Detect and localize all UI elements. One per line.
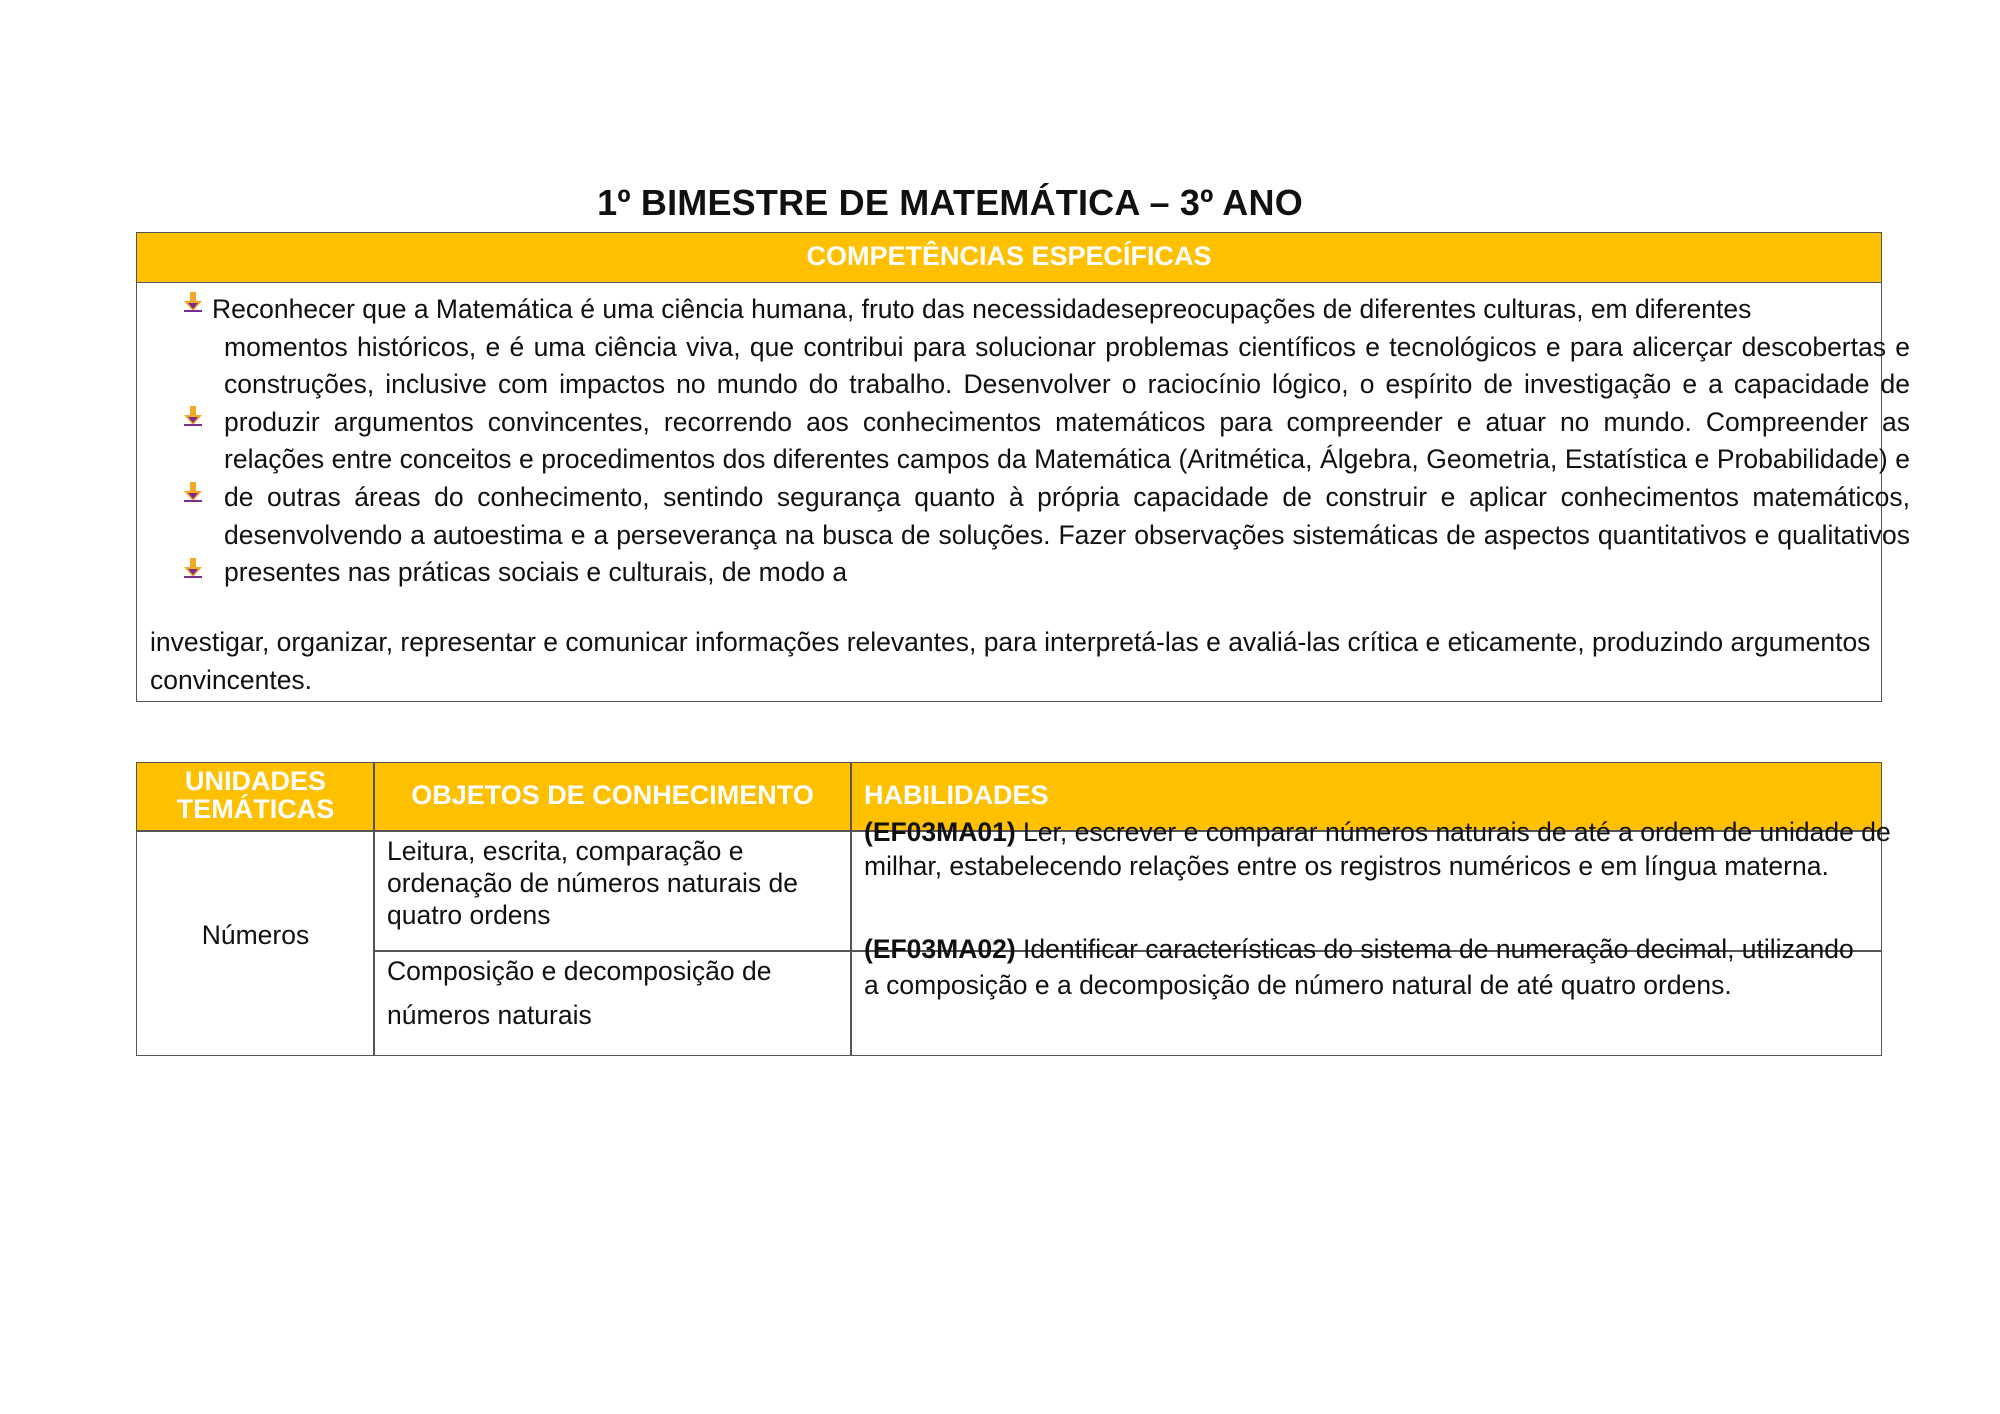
competencias-box <box>136 232 1910 702</box>
competencias-header: COMPETÊNCIAS ESPECÍFICAS <box>137 233 1881 283</box>
competencias-tail: investigar, organizar, representar e comunicar informações relevantes, para interpretá-las e avaliá-las crítica e eticamente, produzindo argumentos convincentes. <box>150 627 1871 695</box>
page-title: 1º BIMESTRE DE MATEMÁTICA – 3º ANO <box>597 182 1303 223</box>
habilidade-row-1 <box>864 815 1904 883</box>
habilidade-text: Ler, escrever e comparar números naturais de até a ordem de unidade de milhar, estabelecendo relações entre os registros numéricos e em língua materna. <box>864 817 1891 881</box>
habilidade-row-2 <box>864 931 1864 1003</box>
habilidade-text: Identificar características do sistema de numeração decimal, utilizando a composição e a decomposição de número natural de até quatro ordens. <box>864 934 1854 1000</box>
arrow-down-bullet-icon <box>182 557 204 579</box>
habilidade-code: (EF03MA01) <box>864 817 1016 847</box>
column-divider <box>373 763 375 1055</box>
objeto-row-1: Leitura, escrita, comparação e ordenação de números naturais de quatro ordens <box>387 836 799 930</box>
competencias-body: momentos históricos, e é uma ciência viva, que contribui para solucionar problemas científicos e tecnológicos e para alicerçar descobertas e construções, inclusive com impactos no mundo do trabalho. Desenvolver o raciocínio lógico, o espírito de investigação e a capacidade de produzir argumentos convincentes, recorrendo aos conhecimentos matemáticos para compreender e atuar no mundo. Compreender as relações entre conceitos e procedimentos dos diferentes campos da Matemática (Aritmética, Álgebra, Geometria, Estatística e Probabilidade) e de outras áreas do conhecimento, sentindo segurança quanto à própria capacidade de construir e aplicar conhecimentos matemáticos, desenvolvendo a autoestima e a perseverança na busca de soluções. Fazer observações sistemáticas de aspectos quantitativos e qualitativos presentes nas práticas sociais e culturais, de modo a <box>224 331 1910 588</box>
header-unidades-tematicas: UNIDADES TEMÁTICAS <box>137 763 374 831</box>
objeto-row-2: Composição e decomposição de números naturais <box>387 956 772 1030</box>
unidade-numeros: Números <box>201 920 310 950</box>
arrow-down-bullet-icon <box>182 405 204 427</box>
header-objetos-conhecimento: OBJETOS DE CONHECIMENTO <box>374 763 851 831</box>
arrow-down-bullet-icon <box>182 481 204 503</box>
competencias-text <box>212 291 1910 592</box>
arrow-down-bullet-icon <box>182 291 204 313</box>
habilidade-code: (EF03MA02) <box>864 934 1016 964</box>
competencias-first-line: Reconhecer que a Matemática é uma ciência humana, fruto das necessidadesepreocupações de diferentes culturas, em diferentes <box>212 294 1752 324</box>
column-divider <box>850 763 852 1055</box>
habilidades-table <box>136 762 1891 1056</box>
header-habilidades: HABILIDADES <box>851 763 1881 831</box>
